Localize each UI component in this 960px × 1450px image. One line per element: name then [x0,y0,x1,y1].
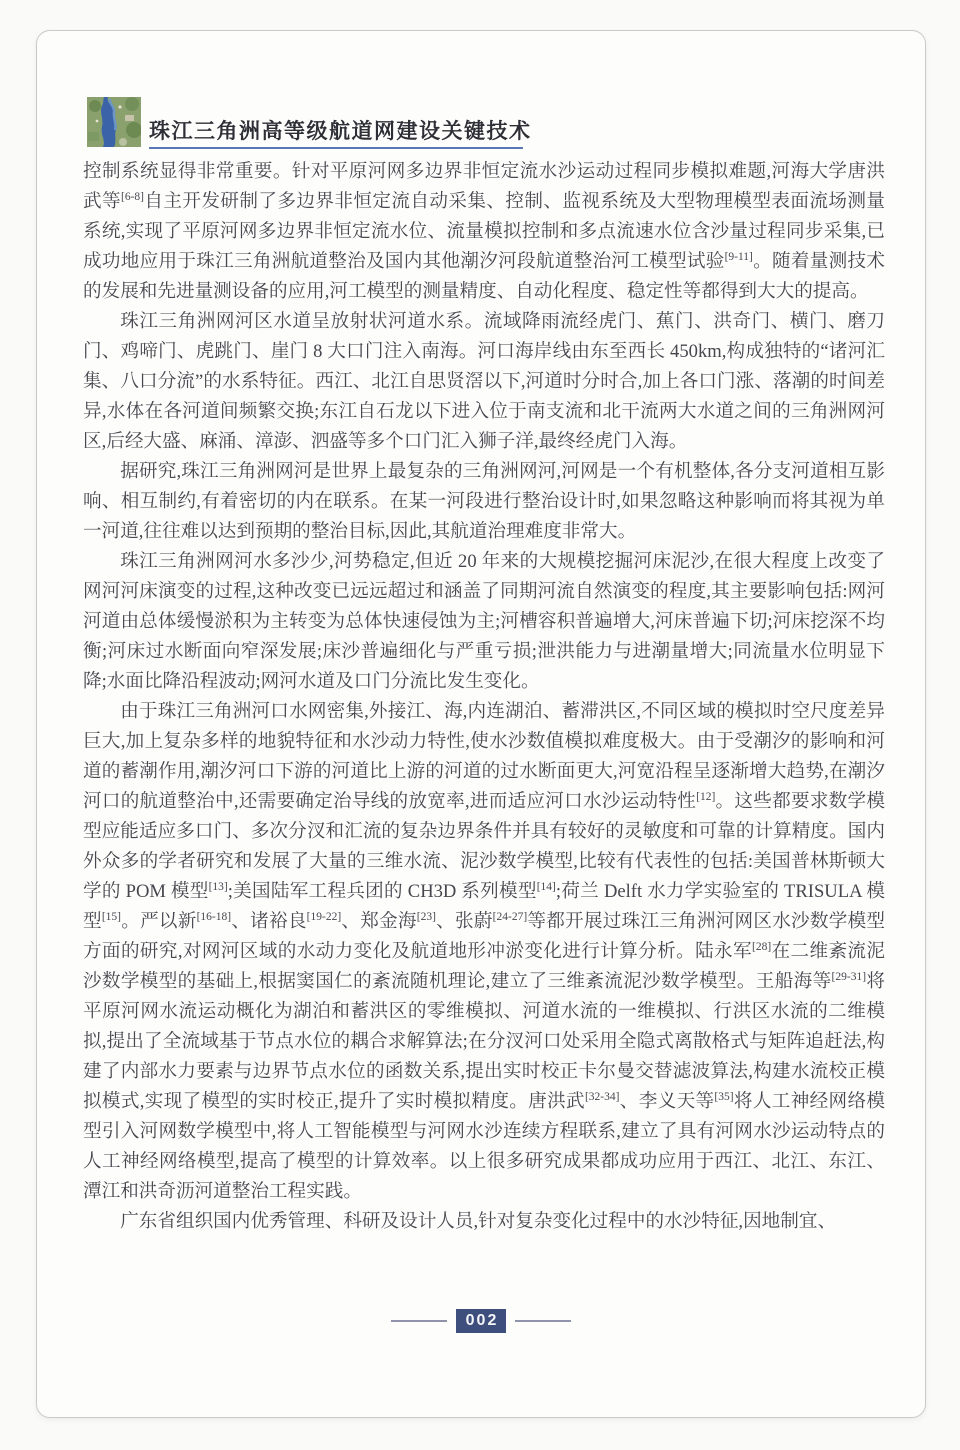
delta-satellite-icon [87,97,141,147]
citation-reference: [28] [752,940,772,953]
paragraph: 由于珠江三角洲河口水网密集,外接江、海,内连湖泊、蓄滞洪区,不同区域的模拟时空尺度差异巨大,加上复杂多样的地貌特征和水沙动力特性,使水沙数值模拟难度极大。由于受潮汐的影响和河道的蓄潮作用,潮汐河口下游的河道比上游的河道的过水断面更大,河宽沿程呈逐渐增大趋势,在潮汐河口的航道整治中,还需要确定治导线的放宽率,进而适应河口水沙运动特性[12]。这些都要求数学模型应能适应多口门、多次分汊和汇流的复杂边界条件并具有较好的灵敏度和可靠的计算精度。国内外众多的学者研究和发展了大量的三维水流、泥沙数学模型,比较有代表性的包括:美国普林斯顿大学的 POM 模型[13];美国陆军工程兵团的 CH3D 系列模型[14];荷兰 Delft 水力学实验室的 TRISULA 模型[15]。严以新[16-18]、诸裕良[19-22]、郑金海[23]、张蔚[24-27]等都开展过珠江三角洲河网区水沙数学模型方面的研究,对网河区域的水动力变化及航道地形冲淤变化进行计算分析。陆永军[28]在二维紊流泥沙数学模型的基础上,根据窦国仁的紊流随机理论,建立了三维紊流泥沙数学模型。王船海等[29-31]将平原河网水流运动概化为湖泊和蓄洪区的零维模拟、河道水流的一维模拟、行洪区水流的二维模拟,提出了全流域基于节点水位的耦合求解算法;在分汊河口处采用全隐式离散格式与矩阵追赶法,构建了内部水力要素与边界节点水位的函数关系,提出实时校正卡尔曼交替滤波算法,构建水流校正模拟模式,实现了模型的实时校正,提升了实时模拟精度。唐洪武[32-34]、李义天等[35]将人工神经网络模型引入河网数学模型中,将人工智能模型与河网水沙连续方程联系,建立了具有河网水沙运动特点的人工神经网络模型,提高了模型的计算效率。以上很多研究成果都成功应用于西江、北江、东江、潭江和洪奇沥河道整治工程实践。 [83,701,885,1202]
citation-reference: [13] [208,880,228,893]
paragraph: 控制系统显得非常重要。针对平原河网多边界非恒定流水沙运动过程同步模拟难题,河海大学唐洪武等[6-8]自主开发研制了多边界非恒定流自动采集、控制、监视系统及大型物理模型表面流场测量系统,实现了平原河网多边界非恒定流水位、流量模拟控制和多点流速水位含沙量过程同步采集,已成功地应用于珠江三角洲航道整治及国内其他潮汐河段航道整治河工模型试验[9-11]。随着量测技术的发展和先进量测设备的应用,河工模型的测量精度、自动化程度、稳定性等都得到大大的提高。 [83,161,885,302]
citation-reference: [9-11] [724,250,753,263]
citation-reference: [12] [696,790,716,803]
paragraph: 据研究,珠江三角洲网河是世界上最复杂的三角洲网河,河网是一个有机整体,各分支河道相互影响、相互制约,有着密切的内在联系。在某一河段进行整治设计时,如果忽略这种影响而将其视为单一河道,往往难以达到预期的整治目标,因此,其航道治理难度非常大。 [83,461,885,542]
citation-reference: [35] [714,1090,734,1103]
citation-reference: [16-18] [196,910,232,923]
paragraph: 广东省组织国内优秀管理、科研及设计人员,针对复杂变化过程中的水沙特征,因地制宜、 [120,1211,837,1232]
citation-reference: [29-31] [831,970,867,983]
citation-reference: [24-27] [492,910,528,923]
paragraph: 珠江三角洲网河水多沙少,河势稳定,但近 20 年来的大规模挖掘河床泥沙,在很大程度上改变了网河河床演变的过程,这种改变已远远超过和涵盖了同期河流自然演变的程度,其主要影响包括:网河河道由总体缓慢淤积为主转变为总体快速侵蚀为主;河槽容积普遍增大,河床普遍下切;河床挖深不均衡;河床过水断面向窄深发展;床沙普遍细化与严重亏损;泄洪能力与进潮量增大;同流量水位明显下降;水面比降沿程波动;网河水道及口门分流比发生变化。 [83,551,885,692]
title-underline-divider [149,147,523,149]
footer-rule-right [515,1320,571,1322]
citation-reference: [23] [416,910,436,923]
citation-reference: [32-34] [584,1090,620,1103]
paragraph: 珠江三角洲网河区水道呈放射状河道水系。流域降雨流经虎门、蕉门、洪奇门、横门、磨刀门、鸡啼门、虎跳门、崖门 8 大口门注入南海。河口海岸线由东至西长 450km,构成独特的“诸河汇集、八口分流”的水系特征。西江、北江自思贤滘以下,河道时分时合,加上各口门涨、落潮的时间差异,水体在各河道间频繁交换;东江自石龙以下进入位于南支流和北干流两大水道之间的三角洲网河区,后经大盛、麻涌、漳澎、泗盛等多个口门汇入狮子洋,最终经虎门入海。 [83,311,885,452]
book-page [36,30,926,1418]
footer-rule-left [391,1320,447,1322]
book-title: 珠江三角洲高等级航道网建设关键技术 [149,120,532,143]
citation-reference: [15] [101,910,122,923]
citation-reference: [6-8] [121,190,144,203]
citation-reference: [14] [536,880,556,893]
page-number: 002 [456,1309,507,1333]
page-body-text [83,157,885,1237]
citation-reference: [19-22] [306,910,342,923]
page-footer [37,1309,925,1333]
